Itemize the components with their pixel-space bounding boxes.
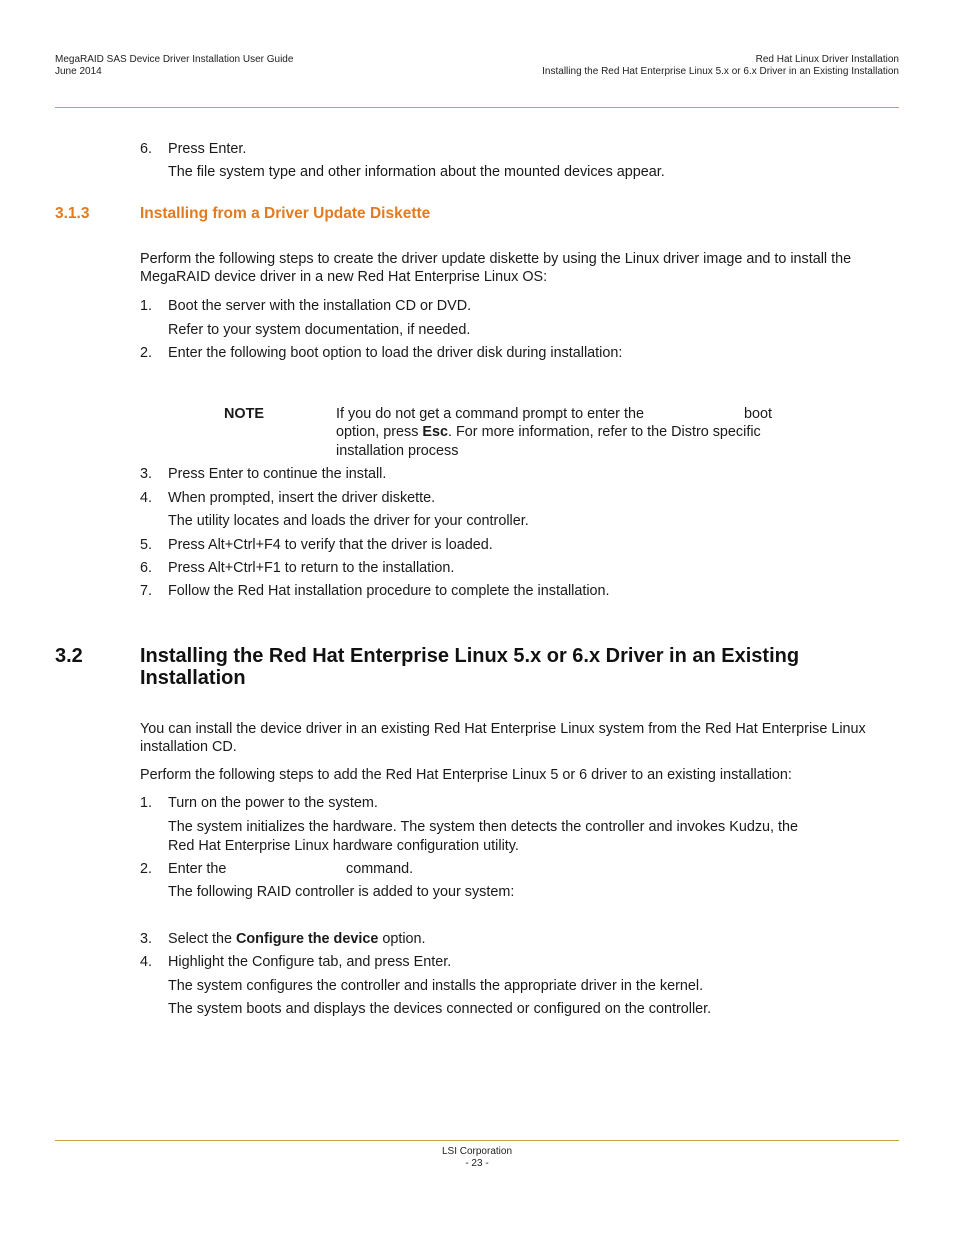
doc-date: June 2014 [55,66,102,77]
paragraph: Perform the following steps to add the Red Hat Enterprise Linux 5 or 6 driver to an existing installation: [140,767,792,783]
step-number: 6. [140,560,153,576]
step-number: 1. [140,795,153,811]
step-number: 1. [140,298,153,314]
page-number: - 23 - [465,1158,489,1169]
footer-rule [55,1140,899,1141]
step-text: Highlight the Configure tab, and press Enter. [168,954,452,970]
paragraph: You can install the device driver in an existing Red Hat Enterprise Linux system from the Red Hat Enterprise Linux [140,721,866,737]
doc-title: MegaRAID SAS Device Driver Installation User Guide [55,54,294,65]
step-number: 4. [140,490,153,506]
section-heading: Installing the Red Hat Enterprise Linux 5.x or 6.x Driver in an Existing Installation [140,645,800,689]
step-number: 7. [140,583,153,599]
step-number: 2. [140,861,153,877]
step-number: 2. [140,345,153,361]
step-number: 3. [140,931,153,947]
step-text: Press Enter. [168,141,247,157]
step-subtext: The following RAID controller is added to your system: [168,884,515,900]
step-number: 6. [140,141,153,157]
note-text: installation process [336,443,459,459]
header-rule [55,107,899,108]
paragraph: MegaRAID device driver in a new Red Hat Enterprise Linux OS: [140,269,548,285]
step-text: Press Alt+Ctrl+F4 to verify that the driver is loaded. [168,537,493,553]
note-label: NOTE [224,406,264,422]
step-subtext: The utility locates and loads the driver for your controller. [168,513,529,529]
step-text: Boot the server with the installation CD or DVD. [168,298,472,314]
step-subtext: Refer to your system documentation, if needed. [168,322,471,338]
footer-company: LSI Corporation [441,1146,513,1157]
note-text: If you do not get a command prompt to enter the [336,406,644,422]
section-number: 3.1.3 [55,205,90,222]
step-text: Select the Configure the device option. [168,931,426,947]
step-number: 5. [140,537,153,553]
paragraph: installation CD. [140,739,237,755]
note-text: boot [744,406,773,422]
step-text: Enter the [168,861,227,877]
step-subtext: The system boots and displays the devices connected or configured on the controller. [168,1001,712,1017]
step-text: Enter the following boot option to load the driver disk during installation: [168,345,623,361]
step-subtext: Red Hat Enterprise Linux hardware configuration utility. [168,838,519,854]
paragraph: Perform the following steps to create the driver update diskette by using the Linux driver image and to install the [140,251,852,267]
section-heading: Installing from a Driver Update Diskette [140,205,431,222]
step-text: Press Alt+Ctrl+F1 to return to the installation. [168,560,455,576]
step-text: Follow the Red Hat installation procedure to complete the installation. [168,583,610,599]
chapter-title: Red Hat Linux Driver Installation [755,54,899,65]
step-text: Press Enter to continue the install. [168,466,387,482]
step-subtext: The file system type and other information about the mounted devices appear. [168,164,665,180]
footer [0,1146,954,1170]
step-number: 3. [140,466,153,482]
step-subtext: The system initializes the hardware. The system then detects the controller and invokes Kudzu, the [168,819,799,835]
note-text: option, press Esc. For more information, refer to the Distro specific [336,424,761,440]
header-right [542,54,899,78]
section-title: Installing the Red Hat Enterprise Linux 5.x or 6.x Driver in an Existing Installation [542,66,899,77]
step-subtext: The system configures the controller and installs the appropriate driver in the kernel. [168,978,704,994]
step-text: When prompted, insert the driver diskette. [168,490,436,506]
step-text: command. [346,861,414,877]
section-number: 3.2 [55,645,83,667]
step-text: Turn on the power to the system. [168,795,378,811]
step-number: 4. [140,954,153,970]
header-left [55,54,293,78]
